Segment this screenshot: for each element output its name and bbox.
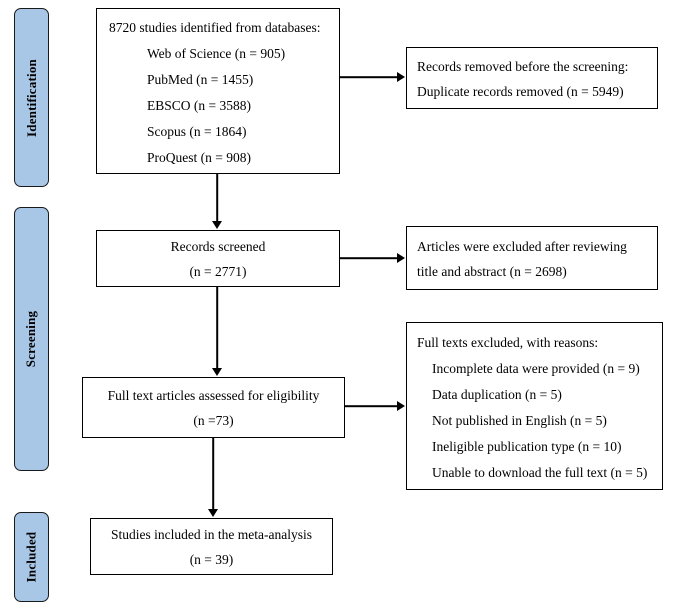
arrow-down-fulltext-to-included-icon xyxy=(207,438,219,517)
fulltext-excluded-reason-ineligible-type: Ineligible publication type (n = 10) xyxy=(432,439,622,454)
screened-count: (n = 2771) xyxy=(189,263,247,279)
removed-line2: Duplicate records removed (n = 5949) xyxy=(417,84,624,99)
identified-source-pubmed: PubMed (n = 1455) xyxy=(147,72,254,87)
box-fulltext-assessed xyxy=(82,377,345,438)
identified-source-ebsco: EBSCO (n = 3588) xyxy=(147,98,251,113)
stage-identification-label: Identification xyxy=(23,58,39,137)
fulltext-excluded-reason-duplication: Data duplication (n = 5) xyxy=(432,387,562,402)
arrow-down-identified-to-screened-icon xyxy=(211,174,223,229)
box-fulltext-excluded xyxy=(406,322,663,490)
box-records-removed xyxy=(406,47,658,109)
excluded-title-abstract-line2: title and abstract (n = 2698) xyxy=(417,264,567,279)
box-studies-included xyxy=(90,518,333,575)
fulltext-count: (n =73) xyxy=(193,412,234,428)
fulltext-excluded-reason-unavailable: Unable to download the full text (n = 5) xyxy=(432,465,648,480)
fulltext-excluded-reason-not-english: Not published in English (n = 5) xyxy=(432,413,607,428)
included-line1: Studies included in the meta-analysis xyxy=(111,526,312,542)
identified-source-scopus: Scopus (n = 1864) xyxy=(147,124,247,139)
stage-screening-label: Screening xyxy=(23,310,39,368)
arrow-right-screened-to-excluded-icon xyxy=(340,252,405,264)
box-excluded-title-abstract xyxy=(406,226,658,290)
fulltext-excluded-reason-incomplete-data: Incomplete data were provided (n = 9) xyxy=(432,361,640,376)
stage-identification xyxy=(14,8,49,187)
fulltext-excluded-title: Full texts excluded, with reasons: xyxy=(417,335,599,350)
arrow-right-fulltext-to-excluded-icon xyxy=(345,400,405,412)
box-records-screened xyxy=(96,230,340,287)
excluded-title-abstract-line1: Articles were excluded after reviewing xyxy=(417,239,627,254)
identified-source-proquest: ProQuest (n = 908) xyxy=(147,150,251,165)
identified-source-web-of-science: Web of Science (n = 905) xyxy=(147,46,286,61)
fulltext-line1: Full text articles assessed for eligibility xyxy=(107,387,320,403)
stage-included-label: Included xyxy=(23,531,39,583)
arrow-down-screened-to-fulltext-icon xyxy=(211,287,223,376)
included-count: (n = 39) xyxy=(189,551,234,567)
arrow-right-identified-to-removed-icon xyxy=(340,71,405,83)
stage-included xyxy=(14,512,49,602)
screened-line1: Records screened xyxy=(170,238,266,254)
box-studies-identified xyxy=(96,8,340,174)
identified-title: 8720 studies identified from databases: xyxy=(109,20,321,35)
stage-screening xyxy=(14,207,49,471)
removed-line1: Records removed before the screening: xyxy=(417,59,629,74)
